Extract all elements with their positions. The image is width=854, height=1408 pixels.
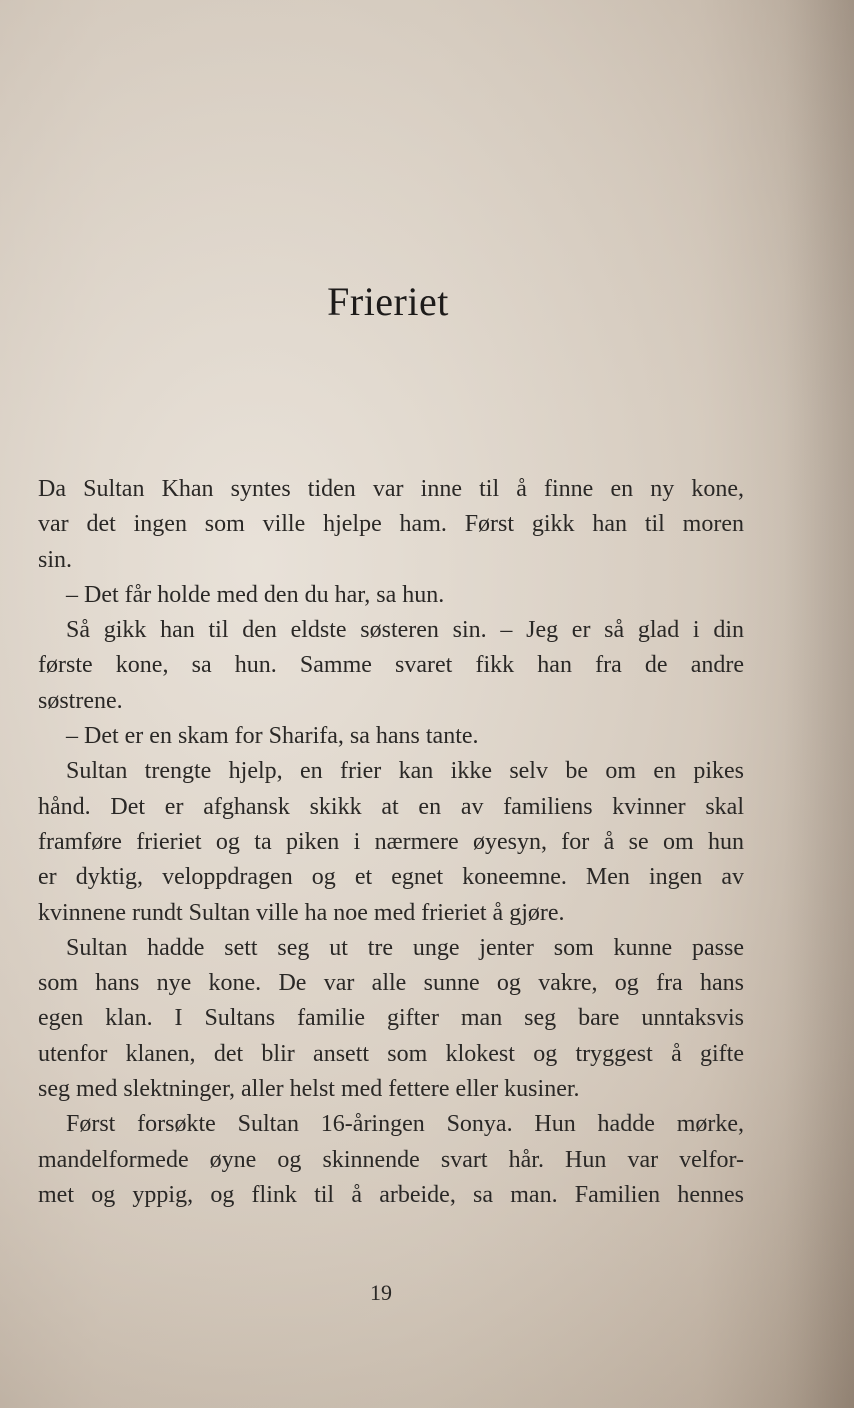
- text-line: – Det får holde med den du har, sa hun.: [66, 581, 445, 608]
- chapter-title: Frieriet: [327, 279, 449, 324]
- text-line: framføre frieriet og ta piken i nærmere øyesyn, for å se om hun: [38, 828, 744, 855]
- body-text: [38, 472, 744, 1213]
- text-line: sin.: [38, 546, 73, 573]
- text-line: mandelformede øyne og skinnende svart hår. Hun var velfor-: [38, 1146, 744, 1173]
- text-line: var det ingen som ville hjelpe ham. Først gikk han til moren: [38, 511, 744, 538]
- text-line: søstrene.: [38, 687, 123, 714]
- text-line: Sultan trengte hjelp, en frier kan ikke selv be om en pikes: [66, 758, 744, 785]
- text-line: som hans nye kone. De var alle sunne og vakre, og fra hans: [38, 970, 744, 997]
- text-line: Så gikk han til den eldste søsteren sin. – Jeg er så glad i din: [66, 617, 744, 644]
- page-number: 19: [370, 1280, 392, 1305]
- text-line: Sultan hadde sett seg ut tre unge jenter som kunne passe: [66, 934, 744, 961]
- text-line: utenfor klanen, det blir ansett som klokest og tryggest å gifte: [38, 1040, 744, 1067]
- text-line: egen klan. I Sultans familie gifter man seg bare unntaksvis: [38, 1005, 744, 1032]
- text-line: hånd. Det er afghansk skikk at en av familiens kvinner skal: [38, 793, 744, 820]
- text-line: seg med slektninger, aller helst med fettere eller kusiner.: [38, 1076, 580, 1103]
- text-line: Først forsøkte Sultan 16-åringen Sonya. Hun hadde mørke,: [66, 1111, 744, 1138]
- page-edge-shadow: [784, 0, 854, 1408]
- text-line: met og yppig, og flink til å arbeide, sa man. Familien hennes: [38, 1181, 744, 1208]
- text-line: første kone, sa hun. Samme svaret fikk han fra de andre: [38, 652, 744, 679]
- text-line: Da Sultan Khan syntes tiden var inne til å finne en ny kone,: [38, 476, 744, 502]
- text-line: er dyktig, veloppdragen og et egnet koneemne. Men ingen av: [38, 864, 744, 891]
- text-line: kvinnene rundt Sultan ville ha noe med frieriet å gjøre.: [38, 899, 565, 926]
- text-line: – Det er en skam for Sharifa, sa hans tante.: [66, 723, 479, 750]
